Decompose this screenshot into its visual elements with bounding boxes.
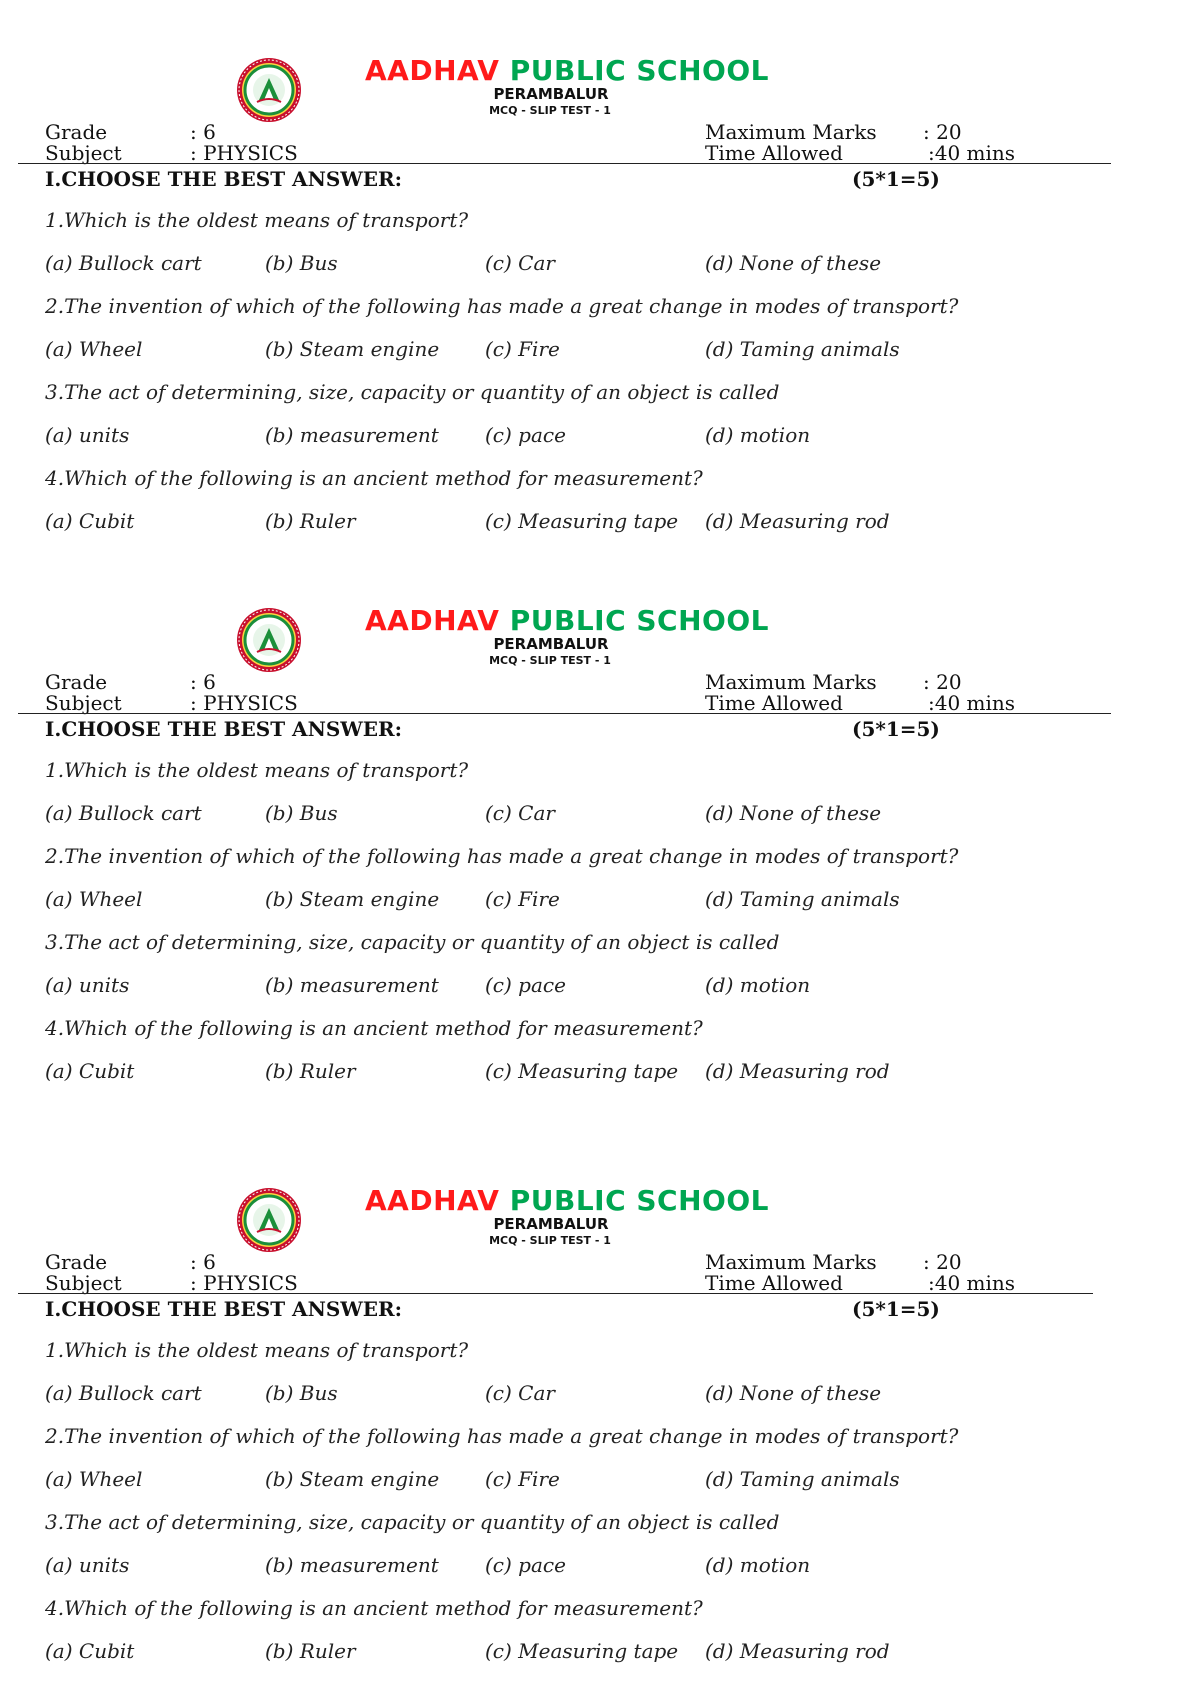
school-name — [365, 54, 769, 88]
max-marks-value: : 20 — [923, 1250, 962, 1274]
answer-option: (c) pace — [485, 973, 566, 997]
answer-option: (c) Fire — [485, 887, 560, 911]
answer-option: (b) Steam engine — [265, 337, 440, 361]
section-marks: (5*1=5) — [852, 1297, 940, 1321]
school-name-part1: AADHAV — [365, 604, 500, 637]
answer-option: (b) Ruler — [265, 509, 356, 533]
answer-option: (a) Cubit — [45, 509, 135, 533]
answer-option: (c) Measuring tape — [485, 1059, 679, 1083]
subject-label: Subject — [45, 141, 122, 165]
school-name-part2: PUBLIC SCHOOL — [509, 604, 769, 637]
answer-option: (d) motion — [705, 423, 811, 447]
question-text: 2.The invention of which of the following has made a great change in modes of transport? — [45, 844, 959, 868]
answer-option: (d) None of these — [705, 801, 882, 825]
question-text: 3.The act of determining, size, capacity or quantity of an object is called — [45, 380, 780, 404]
answer-option: (b) measurement — [265, 423, 439, 447]
max-marks-label: Maximum Marks — [705, 120, 877, 144]
answer-option: (a) Bullock cart — [45, 801, 202, 825]
question-text: 1.Which is the oldest means of transport? — [45, 208, 469, 232]
answer-option: (a) units — [45, 973, 130, 997]
answer-option: (b) Ruler — [265, 1639, 356, 1663]
question-text: 4.Which of the following is an ancient method for measurement? — [45, 466, 703, 490]
section-title: I.CHOOSE THE BEST ANSWER: — [45, 1297, 403, 1321]
answer-option: (a) Wheel — [45, 337, 143, 361]
answer-option: (a) Bullock cart — [45, 251, 202, 275]
section-marks: (5*1=5) — [852, 717, 940, 741]
section-title: I.CHOOSE THE BEST ANSWER: — [45, 717, 403, 741]
question-text: 3.The act of determining, size, capacity or quantity of an object is called — [45, 1510, 780, 1534]
school-emblem-icon — [235, 606, 303, 674]
answer-option: (c) Measuring tape — [485, 509, 679, 533]
answer-option: (a) units — [45, 423, 130, 447]
slip-test-block — [0, 52, 1200, 572]
time-allowed-label: Time Allowed — [705, 691, 843, 715]
grade-value: : 6 — [190, 1250, 216, 1274]
subject-label: Subject — [45, 1271, 122, 1295]
answer-option: (a) units — [45, 1553, 130, 1577]
max-marks-label: Maximum Marks — [705, 670, 877, 694]
answer-option: (d) Taming animals — [705, 887, 900, 911]
subject-value: : PHYSICS — [190, 691, 298, 715]
answer-option: (b) Steam engine — [265, 887, 440, 911]
answer-option: (a) Wheel — [45, 887, 143, 911]
question-text: 4.Which of the following is an ancient method for measurement? — [45, 1016, 703, 1040]
header-divider — [18, 713, 1111, 714]
school-name-part2: PUBLIC SCHOOL — [509, 54, 769, 87]
answer-option: (d) Taming animals — [705, 1467, 900, 1491]
question-text: 2.The invention of which of the following has made a great change in modes of transport? — [45, 1424, 959, 1448]
section-title: I.CHOOSE THE BEST ANSWER: — [45, 167, 403, 191]
grade-label: Grade — [45, 120, 108, 144]
answer-option: (d) Measuring rod — [705, 509, 890, 533]
answer-option: (c) Car — [485, 251, 555, 275]
school-city: PERAMBALUR — [493, 1215, 609, 1233]
answer-option: (a) Wheel — [45, 1467, 143, 1491]
answer-option: (c) pace — [485, 423, 566, 447]
answer-option: (d) None of these — [705, 1381, 882, 1405]
time-allowed-value: :40 mins — [928, 1271, 1016, 1295]
section-marks: (5*1=5) — [852, 167, 940, 191]
answer-option: (d) Measuring rod — [705, 1059, 890, 1083]
answer-option: (b) Steam engine — [265, 1467, 440, 1491]
grade-value: : 6 — [190, 120, 216, 144]
school-city: PERAMBALUR — [493, 635, 609, 653]
question-text: 4.Which of the following is an ancient method for measurement? — [45, 1596, 703, 1620]
answer-option: (c) Fire — [485, 1467, 560, 1491]
school-name-part1: AADHAV — [365, 54, 500, 87]
answer-option: (b) Bus — [265, 801, 338, 825]
school-emblem-icon — [235, 1186, 303, 1254]
grade-label: Grade — [45, 670, 108, 694]
answer-option: (b) Ruler — [265, 1059, 356, 1083]
time-allowed-value: :40 mins — [928, 691, 1016, 715]
school-name — [365, 604, 769, 638]
time-allowed-label: Time Allowed — [705, 141, 843, 165]
answer-option: (b) Bus — [265, 251, 338, 275]
answer-option: (d) Taming animals — [705, 337, 900, 361]
answer-option: (a) Bullock cart — [45, 1381, 202, 1405]
max-marks-value: : 20 — [923, 120, 962, 144]
answer-option: (b) Bus — [265, 1381, 338, 1405]
question-text: 1.Which is the oldest means of transport? — [45, 758, 469, 782]
header-divider — [18, 1293, 1093, 1294]
test-name: MCQ - SLIP TEST - 1 — [489, 1234, 611, 1247]
slip-test-block — [0, 602, 1200, 1122]
answer-option: (c) Fire — [485, 337, 560, 361]
answer-option: (a) Cubit — [45, 1639, 135, 1663]
school-name-part2: PUBLIC SCHOOL — [509, 1184, 769, 1217]
answer-option: (c) Car — [485, 1381, 555, 1405]
school-name-part1: AADHAV — [365, 1184, 500, 1217]
question-text: 1.Which is the oldest means of transport? — [45, 1338, 469, 1362]
answer-option: (d) Measuring rod — [705, 1639, 890, 1663]
answer-option: (b) measurement — [265, 973, 439, 997]
test-name: MCQ - SLIP TEST - 1 — [489, 104, 611, 117]
school-name — [365, 1184, 769, 1218]
max-marks-value: : 20 — [923, 670, 962, 694]
max-marks-label: Maximum Marks — [705, 1250, 877, 1274]
slip-test-block — [0, 1182, 1200, 1702]
grade-value: : 6 — [190, 670, 216, 694]
grade-label: Grade — [45, 1250, 108, 1274]
answer-option: (b) measurement — [265, 1553, 439, 1577]
answer-option: (c) pace — [485, 1553, 566, 1577]
answer-option: (d) None of these — [705, 251, 882, 275]
question-text: 2.The invention of which of the following has made a great change in modes of transport? — [45, 294, 959, 318]
answer-option: (a) Cubit — [45, 1059, 135, 1083]
subject-label: Subject — [45, 691, 122, 715]
school-emblem-icon — [235, 56, 303, 124]
subject-value: : PHYSICS — [190, 1271, 298, 1295]
header-divider — [18, 163, 1111, 164]
answer-option: (d) motion — [705, 1553, 811, 1577]
answer-option: (c) Car — [485, 801, 555, 825]
test-name: MCQ - SLIP TEST - 1 — [489, 654, 611, 667]
answer-option: (d) motion — [705, 973, 811, 997]
answer-option: (c) Measuring tape — [485, 1639, 679, 1663]
time-allowed-label: Time Allowed — [705, 1271, 843, 1295]
subject-value: : PHYSICS — [190, 141, 298, 165]
time-allowed-value: :40 mins — [928, 141, 1016, 165]
question-text: 3.The act of determining, size, capacity or quantity of an object is called — [45, 930, 780, 954]
school-city: PERAMBALUR — [493, 85, 609, 103]
